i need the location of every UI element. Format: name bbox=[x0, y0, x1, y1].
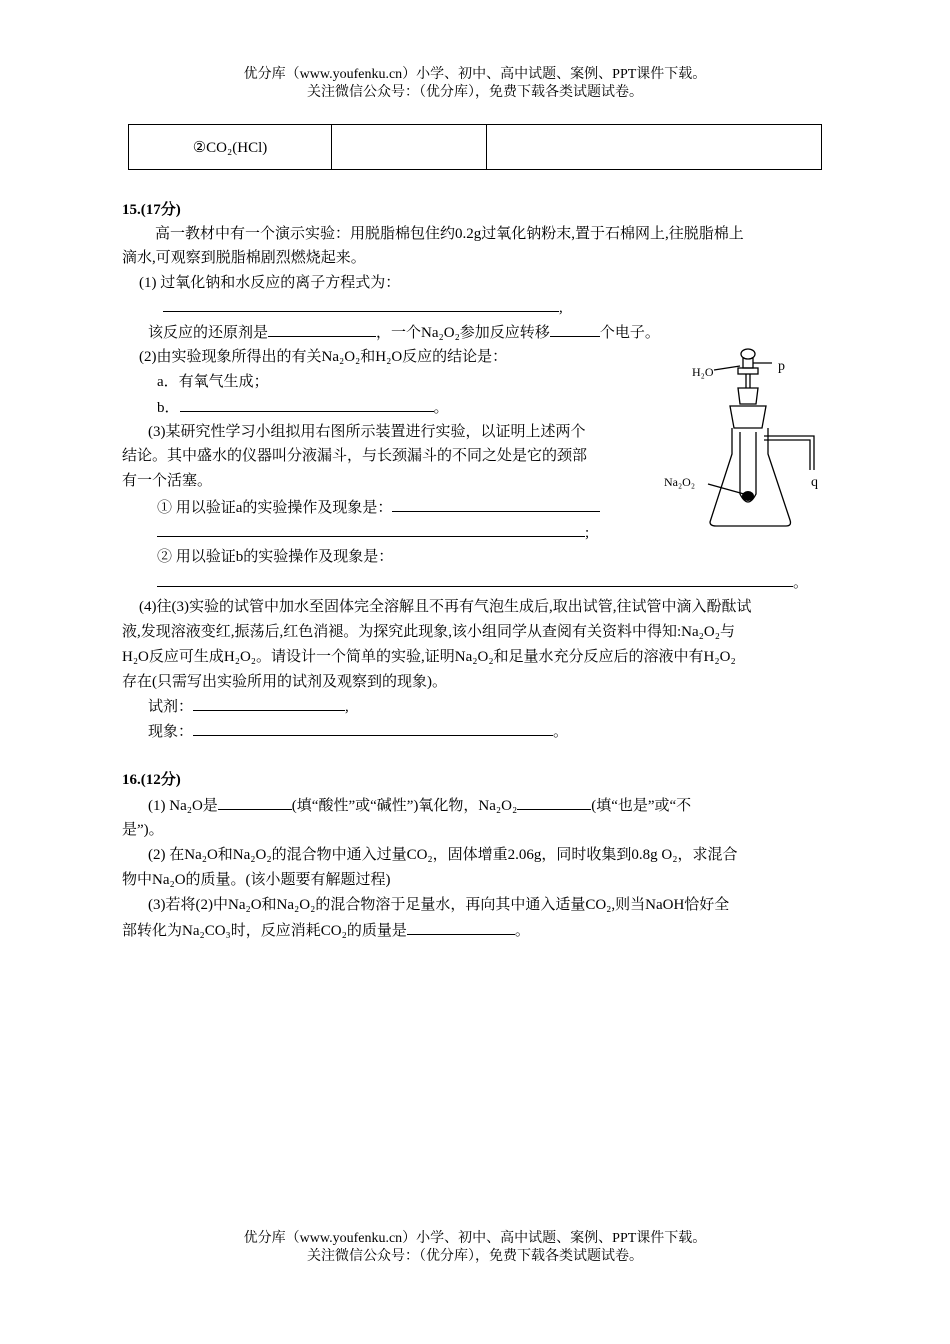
answer-blank-also[interactable] bbox=[517, 795, 591, 810]
q15-part3-line-1: (3)某研究性学习小组拟用右图所示装置进行实验，以证明上述两个 bbox=[148, 424, 586, 440]
answer-blank[interactable] bbox=[163, 297, 559, 312]
answer-blank-verify-a-cont[interactable] bbox=[157, 522, 585, 537]
footer-line-2: 关注微信公众号：（优分库），免费下载各类试题试卷。 bbox=[307, 1249, 643, 1264]
q15-part3-i bbox=[157, 497, 600, 518]
na2o2-powder bbox=[742, 491, 754, 501]
label-q: q bbox=[811, 475, 818, 490]
q15-part1b-b: ，一个Na₂O₂参加反应转移 bbox=[376, 325, 550, 341]
q15-intro-1: 高一教材中有一个演示实验：用脱脂棉包住约0.2g过氧化钠粉末,置于石棉网上,往脱脂棉上 bbox=[155, 226, 744, 242]
q15-part2-b-end: 。 bbox=[433, 400, 449, 416]
q16-part1-a: (1) Na₂O是 bbox=[148, 798, 218, 814]
q15-part2-b bbox=[157, 397, 449, 418]
q15-part4-line-3: H₂O反应可生成H₂O₂。请设计一个简单的实验,证明Na₂O₂和足量水充分反应后的溶液中有H₂O₂ bbox=[122, 649, 736, 665]
answer-blank-reagent[interactable] bbox=[193, 696, 345, 711]
funnel-bulb bbox=[741, 349, 755, 359]
q15-part2-label: (2)由实验现象所得出的有关Na₂O₂和H₂O反应的结论是： bbox=[139, 349, 508, 365]
q16-heading: 16.(12分) bbox=[122, 772, 181, 788]
footer-line-1: 优分库（www.youfenku.cn）小学、初中、高中试题、案例、PPT课件下载。 bbox=[243, 1231, 707, 1246]
label-na2o2: Na₂O₂ bbox=[664, 475, 696, 489]
stopcock-icon bbox=[738, 368, 758, 374]
page-header bbox=[0, 66, 950, 102]
label-h2o: H₂O bbox=[692, 365, 714, 379]
q15-part3-ii-end: 。 bbox=[793, 575, 809, 591]
answer-blank-verify-b[interactable] bbox=[157, 572, 793, 587]
q15-heading: 15.(17分) bbox=[122, 202, 181, 218]
q15-intro-2: 滴水,可观察到脱脂棉剧烈燃烧起来。 bbox=[122, 250, 366, 266]
header-line-2: 关注微信公众号：（优分库），免费下载各类试题试卷。 bbox=[307, 85, 643, 100]
q15-part2-b-label: b． bbox=[157, 400, 180, 416]
conical-flask bbox=[710, 428, 791, 526]
q15-part4-line-1: (4)往(3)实验的试管中加水至固体完全溶解且不再有气泡生成后,取出试管,往试管中滴入酚酞试 bbox=[139, 599, 752, 615]
q15-reagent-end: , bbox=[345, 699, 349, 715]
q15-part3-line-3: 有一个活塞。 bbox=[122, 473, 213, 489]
table-cell-reagent bbox=[332, 125, 487, 170]
q15-reagent-label: 试剂： bbox=[148, 699, 194, 715]
funnel-stem bbox=[746, 374, 750, 388]
q16-part1-c: (填“也是”或“不 bbox=[591, 798, 692, 814]
answer-blank-verify-a[interactable] bbox=[392, 497, 600, 512]
answer-blank-electrons[interactable] bbox=[550, 322, 600, 337]
q15-part3-i-end: ; bbox=[585, 525, 590, 541]
q15-reagent bbox=[148, 696, 349, 717]
table-row bbox=[129, 125, 822, 170]
q15-part3-ii-cont bbox=[157, 572, 808, 593]
q16-part1-b: (填“酸性”或“碱性”)氧化物，Na₂O₂ bbox=[291, 798, 518, 814]
q15-part1-answer-line bbox=[163, 297, 563, 318]
q15-phenomenon-end: 。 bbox=[553, 724, 569, 740]
q16-part1 bbox=[148, 795, 691, 816]
q15-part1b-c: 个电子。 bbox=[599, 325, 660, 341]
label-p: p bbox=[778, 359, 785, 374]
h2o-pointer bbox=[714, 366, 740, 370]
q16-part3-line-1: (3)若将(2)中Na₂O和Na₂O₂的混合物溶于足量水，再向其中通入适量CO₂,则当NaOH恰好全 bbox=[148, 897, 730, 913]
answer-blank-conclusion-b[interactable] bbox=[180, 397, 434, 412]
answer-blank-phenomenon[interactable] bbox=[193, 721, 553, 736]
q15-part3-i-label: ① 用以验证a的实验操作及现象是： bbox=[157, 500, 393, 516]
apparatus-figure bbox=[664, 344, 820, 528]
q15-phenomenon-label: 现象： bbox=[148, 724, 194, 740]
q16-part3-line-2 bbox=[122, 920, 530, 941]
table-cell-method bbox=[487, 125, 822, 170]
q15-part4-line-4: 存在(只需写出实验所用的试剂及观察到的现象)。 bbox=[122, 674, 447, 690]
q16-part2-line-1: (2) 在Na₂O和Na₂O₂的混合物中通入过量CO₂，固体增重2.06g，同时收集到0.8g O₂，求混合 bbox=[148, 847, 738, 863]
tube-q-inner bbox=[764, 440, 810, 470]
stopper-main bbox=[730, 406, 766, 428]
q15-part3-line-2: 结论。其中盛水的仪器叫分液漏斗，与长颈漏斗的不同之处是它的颈部 bbox=[122, 448, 588, 464]
q16-part2-line-2: 物中Na₂O的质量。(该小题要有解题过程) bbox=[122, 872, 391, 888]
header-line-1: 优分库（www.youfenku.cn）小学、初中、高中试题、案例、PPT课件下载。 bbox=[243, 67, 707, 82]
q15-part1-end: , bbox=[559, 300, 563, 316]
q15-part2-a: a．有氧气生成； bbox=[157, 374, 269, 390]
answer-table bbox=[128, 124, 822, 170]
q15-part4-line-2: 液,发现溶液变红,振荡后,红色消褪。为探究此现象,该小组同学从查阅有关资料中得知:Na₂O₂与 bbox=[122, 624, 735, 640]
q16-part3-b: 。 bbox=[514, 923, 530, 939]
q16-part1-d: 是”)。 bbox=[122, 822, 164, 838]
answer-blank-reductant[interactable] bbox=[268, 322, 376, 337]
page-footer bbox=[0, 1230, 950, 1266]
q15-part1b-a: 该反应的还原剂是 bbox=[148, 325, 269, 341]
table-cell-substance: ②CO₂(HCl) bbox=[129, 125, 332, 170]
q15-part3-ii: ② 用以验证b的实验操作及现象是： bbox=[157, 549, 394, 565]
q15-part1-label: (1) 过氧化钠和水反应的离子方程式为： bbox=[139, 275, 401, 291]
q15-phenomenon bbox=[148, 721, 568, 742]
na2o2-pointer bbox=[708, 484, 744, 494]
answer-blank-co2-mass[interactable] bbox=[407, 920, 515, 935]
q15-part3-i-cont bbox=[157, 522, 589, 543]
q16-part3-a: 部转化为Na₂CO₃时，反应消耗CO₂的质量是 bbox=[122, 923, 407, 939]
answer-blank-acid-base[interactable] bbox=[218, 795, 292, 810]
stopper-top bbox=[738, 388, 758, 404]
q15-part1b bbox=[148, 322, 660, 343]
